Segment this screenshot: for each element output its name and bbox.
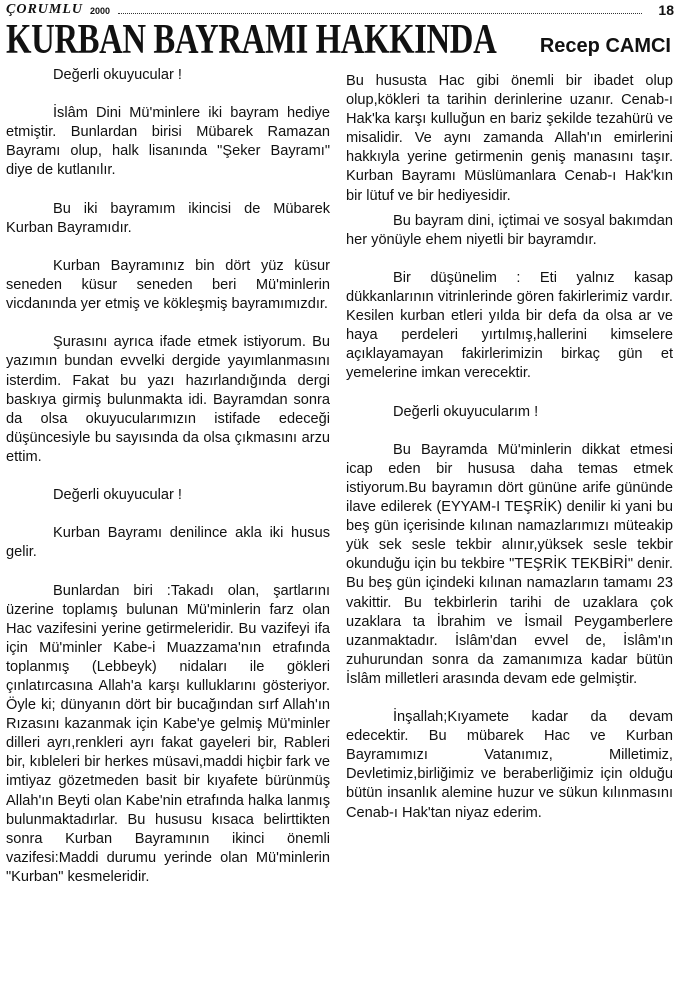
issue-year: 2000 [90,6,111,16]
paragraph: Şurasını ayrıca ifade etmek istiyorum. Bu yazımın bundan evvelki dergide yayımlanmasını isterdim. Fakat bu yazı hazırlandığında dergi baskıya girmiş bulunmakta idi. Bayramdan sonra da olsa okuyucularımızın istifade edeceği düşüncesiyle bu sayısında da olsa çıkmasını arzu ettim. [6,334,330,465]
left-column [6,66,330,906]
paragraph: Bunlardan biri :Takadı olan, şartlarını üzerine toplamış bulunan Mü'minlerin farz olan Hac vazifesini yerine getirmeleridir. Bu vazifeyi ifa için Mü'minler Kabe-i Muazzama'nın etrafında toplanmış (Lebbeyk) nidaları ile gökleri çınlatırcasına Allah'a karşı kulluklarını gösteriyor. Öyle ki; dünyanın dört bir bucağından sırf Allah'ın Rızasını kazanmak için Kabe'ye gelmiş Mü'minler dilleri ayrı,renkleri ayrı fakat gayeleri bir, Rableri bir, kıbleleri bir herkes müsavi,maddi hiçbir fark ve imtiyaz gözetmeden basit bir kıyafete bürünmüş Allah'ın Beyti olan Kabe'nin etrafında halka lanmış bulunmaktadırlar. Bu hususu kısaca belirttikten sonra Kurban Bayramının ikinci önemli vazifesi:Maddi durumu yerinde olan Mü'minlerin "Kurban" kesmeleridir. [6,582,330,885]
paragraph: İslâm Dini Mü'minlere iki bayram hediye etmiştir. Bunlardan birisi Mübarek Ramazan Bayramı olup, halk lisanında "Şeker Bayramı" diye de kutlanılır. [6,105,330,179]
paragraph: Değerli okuyucular ! [53,67,182,83]
paragraph: Bu iki bayramım ikincisi de Mübarek Kurban Bayramıdır. [6,200,330,236]
page-number: 18 [658,2,674,18]
paragraph: Bu hususta Hac gibi önemli bir ibadet olup olup,kökleri ta tarihin derinlerine uzanır. Cenab-ı Hak'ka karşı kulluğun en bariz şekilde tezahürü ve misalidir. Ve aynı zamanda Allah'ın emirlerini hakkıyla yerine getirmenin geniş manasını taşır. Kurban Bayramı Müslümanlara Cenab-ı Hak'kın bir lütuf ve bir hediyesidir. [346,73,673,204]
paragraph: Kurban Bayramınız bin dört yüz küsur seneden küsur seneden beri Mü'minlerin vicdanında yer etmiş ve kökleşmiş bayramımızdır. [6,257,330,313]
running-header [6,2,676,18]
right-column [346,72,673,842]
paragraph: Bu bayram dini, içtimai ve sosyal bakımdan her yönüyle ehem niyetli bir bayramdır. [346,212,673,248]
paragraph: İnşallah;Kıyamete kadar da devam edecektir. Bu mübarek Hac ve Kurban Bayramımızı Vatanımız, Milletimiz, Devletimiz,birliğimiz ve beraberliğimiz için olduğu bütün insanlık alemine huzur ve sükun kılınmasını Cenab-ı Hak'tan niyaz ederim. [346,709,673,821]
paragraph: Bir düşünelim : Eti yalnız kasap dükkanlarının vitrinlerinde gören fakirlerimiz vardır. Kesilen kurban etleri yılda bir defa da olsa ar ve haya perdeleri yırtılmış,hallerini kimselere açıklayamayan fakirlerimizin birkaç gün et yemelerine imkan verecektir. [346,269,673,382]
paragraph: Bu Bayramda Mü'minlerin dikkat etmesi icap eden bir hususa daha temas etmek istiyorum.Bu bayramın dört gününe arife gününde ilave edilerek (EYYAM-I TEŞRİK) denilir ki yani bu beş gün içerisinde kılınan namazlarımızı müteakip yük sek sesle tekbir alınır,yüksek sesle tekbir okunduğu için bu tekbire "TEŞRİK TEKBİRİ" denir. Bu beş gün içindeki kılınan namazların tamamı 23 vakittir. Bu tekbirlerin tarihi de uzaklara çok uzaklara ta İbrahim ve İsmail Peygamberlere uzanmaktadır. İslâm'dan evvel de, İslâm'ın zuhurundan sonra da zamanımıza kadar bütün İslâm milletleri arasında devam ede gelmiştir. [346,441,673,687]
paragraph: Kurban Bayramı denilince akla iki husus gelir. [6,525,330,561]
header-dotted-rule [118,13,642,14]
article-author: Recep CAMCI [539,35,671,57]
paragraph: Değerli okuyucularım ! [393,403,539,420]
paragraph: Değerli okuyucular ! [53,487,182,504]
article-title: KURBAN BAYRAMI HAKKINDA [6,17,497,63]
magazine-name: ÇORUMLU [6,2,84,17]
